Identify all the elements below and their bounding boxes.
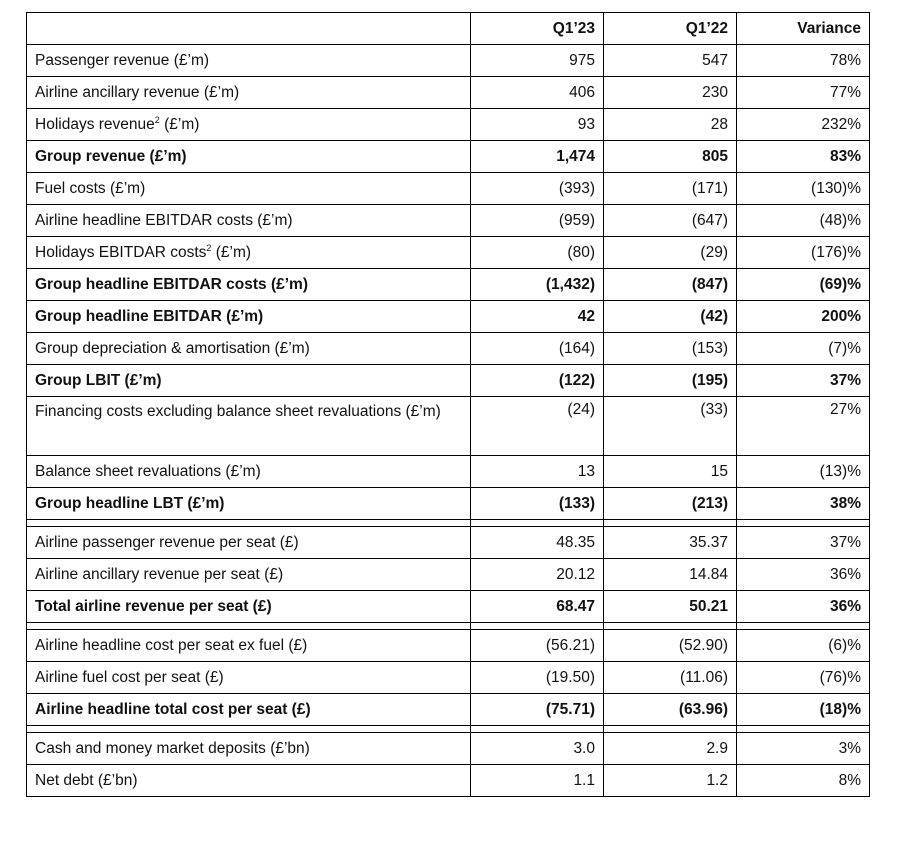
row-label-text: Group headline LBT (£’m) bbox=[35, 494, 225, 512]
header-row bbox=[27, 13, 870, 45]
row-label-text: Balance sheet revaluations (£’m) bbox=[35, 462, 261, 480]
row-label bbox=[27, 559, 471, 591]
row-label bbox=[27, 397, 471, 456]
row-label-unit: (£’m) bbox=[159, 115, 200, 133]
row-label-text: Net debt (£’bn) bbox=[35, 771, 138, 789]
value-variance: 83% bbox=[737, 141, 870, 173]
divider-cell bbox=[27, 726, 471, 733]
value-q1-23: 20.12 bbox=[471, 559, 604, 591]
value-variance: 37% bbox=[737, 527, 870, 559]
divider-cell bbox=[604, 726, 737, 733]
divider-cell bbox=[604, 623, 737, 630]
row-label-text: Group LBIT (£’m) bbox=[35, 371, 162, 389]
table-row bbox=[27, 173, 870, 205]
value-q1-23: (19.50) bbox=[471, 662, 604, 694]
row-label-text: Total airline revenue per seat (£) bbox=[35, 597, 272, 615]
value-q1-23: (959) bbox=[471, 205, 604, 237]
row-label bbox=[27, 765, 471, 797]
value-q1-22: 2.9 bbox=[604, 733, 737, 765]
value-q1-23: 93 bbox=[471, 109, 604, 141]
value-q1-23: (56.21) bbox=[471, 630, 604, 662]
divider-cell bbox=[737, 520, 870, 527]
table-row bbox=[27, 237, 870, 269]
value-q1-23: (80) bbox=[471, 237, 604, 269]
value-variance: 37% bbox=[737, 365, 870, 397]
value-q1-23: (75.71) bbox=[471, 694, 604, 726]
row-label-text: Airline ancillary revenue per seat (£) bbox=[35, 565, 284, 583]
value-variance: (18)% bbox=[737, 694, 870, 726]
divider-cell bbox=[27, 520, 471, 527]
value-q1-23: 68.47 bbox=[471, 591, 604, 623]
value-q1-22: (171) bbox=[604, 173, 737, 205]
value-q1-23: (24) bbox=[471, 397, 604, 456]
value-q1-23: (393) bbox=[471, 173, 604, 205]
row-label-unit: (£’m) bbox=[211, 243, 252, 261]
value-variance: (13)% bbox=[737, 456, 870, 488]
value-q1-22: (52.90) bbox=[604, 630, 737, 662]
value-q1-23: (122) bbox=[471, 365, 604, 397]
section-divider bbox=[27, 623, 870, 630]
value-variance: 78% bbox=[737, 45, 870, 77]
value-q1-22: 547 bbox=[604, 45, 737, 77]
row-label bbox=[27, 630, 471, 662]
table-row bbox=[27, 527, 870, 559]
divider-cell bbox=[737, 623, 870, 630]
table-row bbox=[27, 45, 870, 77]
value-q1-22: 1.2 bbox=[604, 765, 737, 797]
table-row bbox=[27, 662, 870, 694]
value-q1-23: 48.35 bbox=[471, 527, 604, 559]
value-variance: 36% bbox=[737, 559, 870, 591]
row-label-text: Group headline EBITDAR costs (£’m) bbox=[35, 275, 309, 293]
row-label-text: Fuel costs (£’m) bbox=[35, 179, 146, 197]
footnote-marker: 2 bbox=[154, 114, 160, 125]
row-label-text: Airline headline total cost per seat (£) bbox=[35, 700, 311, 718]
table-row bbox=[27, 269, 870, 301]
value-q1-22: 805 bbox=[604, 141, 737, 173]
value-variance: 200% bbox=[737, 301, 870, 333]
table-row bbox=[27, 630, 870, 662]
table-row bbox=[27, 559, 870, 591]
divider-cell bbox=[471, 726, 604, 733]
table-row bbox=[27, 456, 870, 488]
row-label-text: Airline passenger revenue per seat (£) bbox=[35, 533, 299, 551]
row-label bbox=[27, 301, 471, 333]
table-row bbox=[27, 694, 870, 726]
divider-cell bbox=[27, 623, 471, 630]
value-variance: (69)% bbox=[737, 269, 870, 301]
value-q1-22: (153) bbox=[604, 333, 737, 365]
table-body bbox=[27, 13, 870, 797]
header-variance: Variance bbox=[737, 13, 870, 45]
table-row bbox=[27, 765, 870, 797]
value-q1-22: 230 bbox=[604, 77, 737, 109]
header-q1-23: Q1’23 bbox=[471, 13, 604, 45]
row-label bbox=[27, 173, 471, 205]
value-variance: 232% bbox=[737, 109, 870, 141]
value-q1-23: 406 bbox=[471, 77, 604, 109]
divider-cell bbox=[737, 726, 870, 733]
value-q1-23: (133) bbox=[471, 488, 604, 520]
row-label-text: Holidays EBITDAR costs bbox=[35, 243, 207, 261]
value-variance: (7)% bbox=[737, 333, 870, 365]
row-label-text: Airline ancillary revenue (£’m) bbox=[35, 83, 240, 101]
value-variance: 3% bbox=[737, 733, 870, 765]
value-variance: (130)% bbox=[737, 173, 870, 205]
header-label-cell bbox=[27, 13, 471, 45]
section-divider bbox=[27, 520, 870, 527]
row-label bbox=[27, 45, 471, 77]
value-q1-23: 975 bbox=[471, 45, 604, 77]
row-label-text: Group revenue (£’m) bbox=[35, 147, 187, 165]
row-label-text: Airline headline EBITDAR costs (£’m) bbox=[35, 211, 293, 229]
row-label bbox=[27, 77, 471, 109]
value-variance: 77% bbox=[737, 77, 870, 109]
footnote-marker: 2 bbox=[206, 242, 212, 253]
table-row bbox=[27, 141, 870, 173]
row-label bbox=[27, 527, 471, 559]
row-label-text: Group headline EBITDAR (£’m) bbox=[35, 307, 264, 325]
value-q1-22: (847) bbox=[604, 269, 737, 301]
value-q1-23: 1,474 bbox=[471, 141, 604, 173]
row-label bbox=[27, 237, 471, 269]
row-label bbox=[27, 205, 471, 237]
value-variance: 38% bbox=[737, 488, 870, 520]
table-row bbox=[27, 365, 870, 397]
row-label-text: Group depreciation & amortisation (£’m) bbox=[35, 339, 310, 357]
value-q1-22: 15 bbox=[604, 456, 737, 488]
value-variance: 27% bbox=[737, 397, 870, 456]
value-q1-22: (42) bbox=[604, 301, 737, 333]
row-label bbox=[27, 591, 471, 623]
table-row bbox=[27, 205, 870, 237]
value-q1-22: 35.37 bbox=[604, 527, 737, 559]
value-q1-22: (29) bbox=[604, 237, 737, 269]
table-row bbox=[27, 301, 870, 333]
row-label bbox=[27, 488, 471, 520]
value-q1-23: 1.1 bbox=[471, 765, 604, 797]
value-variance: (76)% bbox=[737, 662, 870, 694]
row-label bbox=[27, 662, 471, 694]
value-q1-23: 42 bbox=[471, 301, 604, 333]
value-variance: 8% bbox=[737, 765, 870, 797]
value-q1-22: (213) bbox=[604, 488, 737, 520]
value-variance: (6)% bbox=[737, 630, 870, 662]
table-row bbox=[27, 397, 870, 456]
value-q1-22: 28 bbox=[604, 109, 737, 141]
row-label-text: Cash and money market deposits (£’bn) bbox=[35, 739, 310, 757]
section-divider bbox=[27, 726, 870, 733]
table-row bbox=[27, 333, 870, 365]
table-row bbox=[27, 77, 870, 109]
row-label bbox=[27, 456, 471, 488]
row-label bbox=[27, 109, 471, 141]
value-variance: (176)% bbox=[737, 237, 870, 269]
value-q1-23: (164) bbox=[471, 333, 604, 365]
row-label bbox=[27, 141, 471, 173]
value-q1-23: 13 bbox=[471, 456, 604, 488]
value-q1-22: (63.96) bbox=[604, 694, 737, 726]
value-q1-23: 3.0 bbox=[471, 733, 604, 765]
table-row bbox=[27, 733, 870, 765]
row-label bbox=[27, 365, 471, 397]
divider-cell bbox=[604, 520, 737, 527]
row-label bbox=[27, 269, 471, 301]
table-row bbox=[27, 591, 870, 623]
value-q1-22: 14.84 bbox=[604, 559, 737, 591]
value-variance: 36% bbox=[737, 591, 870, 623]
table-row bbox=[27, 109, 870, 141]
row-label-text: Holidays revenue bbox=[35, 115, 155, 133]
row-label-text: Passenger revenue (£’m) bbox=[35, 51, 210, 69]
row-label bbox=[27, 733, 471, 765]
row-label-text: Airline fuel cost per seat (£) bbox=[35, 668, 224, 686]
header-q1-22: Q1’22 bbox=[604, 13, 737, 45]
table-row bbox=[27, 488, 870, 520]
row-label bbox=[27, 333, 471, 365]
row-label bbox=[27, 694, 471, 726]
divider-cell bbox=[471, 623, 604, 630]
divider-cell bbox=[471, 520, 604, 527]
value-q1-22: (33) bbox=[604, 397, 737, 456]
financial-summary-table bbox=[26, 12, 870, 797]
value-q1-23: (1,432) bbox=[471, 269, 604, 301]
row-label-text: Financing costs excluding balance sheet revaluations (£’m) bbox=[35, 403, 441, 420]
value-variance: (48)% bbox=[737, 205, 870, 237]
financial-summary-table-wrapper bbox=[26, 12, 870, 797]
value-q1-22: (647) bbox=[604, 205, 737, 237]
row-label-text: Airline headline cost per seat ex fuel (£) bbox=[35, 636, 308, 654]
value-q1-22: 50.21 bbox=[604, 591, 737, 623]
value-q1-22: (11.06) bbox=[604, 662, 737, 694]
value-q1-22: (195) bbox=[604, 365, 737, 397]
